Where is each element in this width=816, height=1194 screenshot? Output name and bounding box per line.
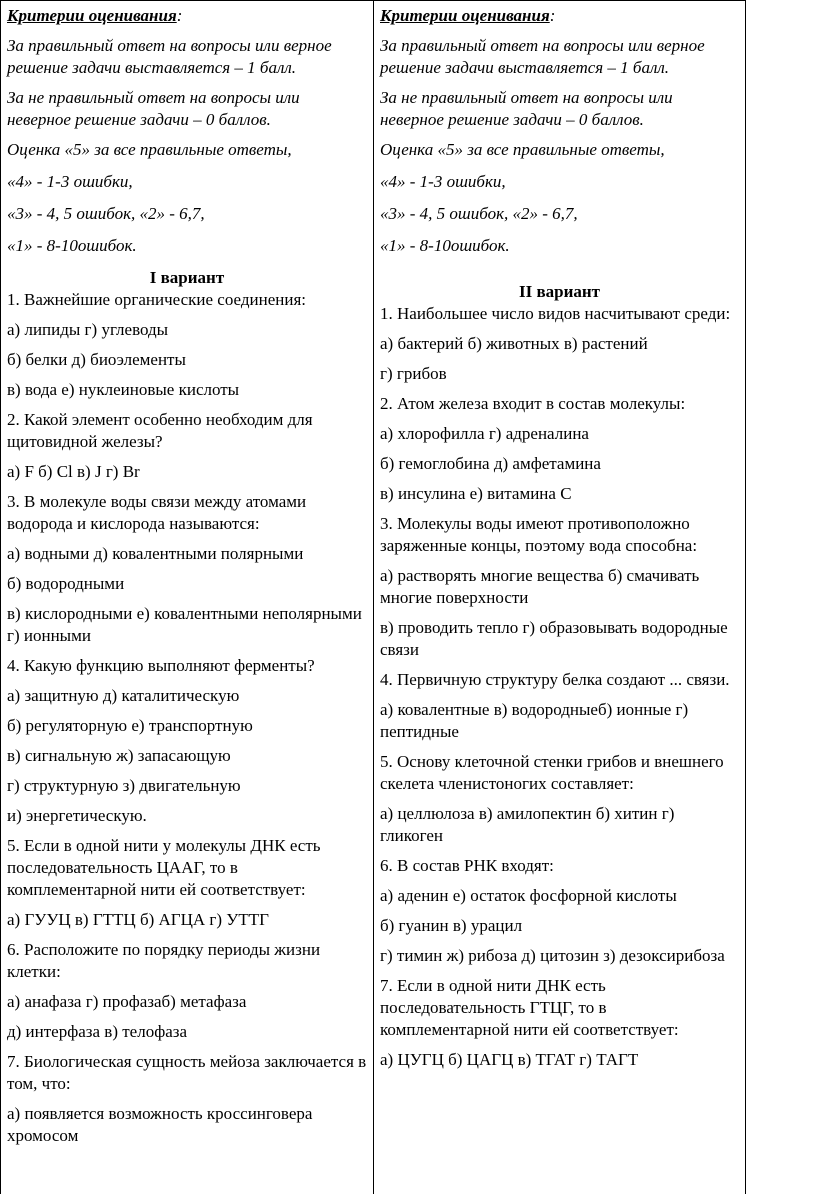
answer-line: д) интерфаза в) телофаза — [7, 1022, 188, 1041]
answer-line: а) ЦУГЦ б) ЦАГЦ в) ТГАТ г) ТАГТ — [380, 1050, 639, 1069]
criteria-line: Оценка «5» за все правильные ответы, — [380, 140, 665, 159]
question-line: 1. Наибольшее число видов насчитывают среди: — [380, 304, 731, 323]
question-line: 3. Молекулы воды имеют противоположно заряженные концы, поэтому вода способна: — [380, 514, 698, 555]
criteria-heading-colon: : — [176, 6, 183, 25]
answer-line: б) гемоглобина д) амфетамина — [380, 454, 601, 473]
answer-line: г) структурную з) двигательную — [7, 776, 241, 795]
answer-line: а) анафаза г) профазаб) метафаза — [7, 992, 247, 1011]
criteria-line: За правильный ответ на вопросы или верное решение задачи выставляется – 1 балл. — [7, 36, 332, 77]
answer-line: в) сигнальную ж) запасающую — [7, 746, 231, 765]
answer-line: а) бактерий б) животных в) растений — [380, 334, 648, 353]
criteria-block-right — [380, 5, 739, 257]
column-variant-1 — [1, 1, 373, 1194]
answer-line: б) белки д) биоэлементы — [7, 350, 186, 369]
criteria-line: «3» - 4, 5 ошибок, «2» - 6,7, — [7, 204, 205, 223]
answer-line: г) грибов — [380, 364, 447, 383]
answer-line: в) инсулина е) витамина С — [380, 484, 572, 503]
question-list-right — [380, 303, 739, 1071]
question-line: 6. Расположите по порядку периоды жизни клетки: — [7, 940, 321, 981]
variant-title: II вариант — [518, 282, 601, 301]
answer-line: в) вода е) нуклеиновые кислоты — [7, 380, 240, 399]
question-list-left — [7, 289, 367, 1147]
criteria-line: «1» - 8-10ошибок. — [380, 236, 510, 255]
answer-line: а) целлюлоза в) амилопектин б) хитин г) гликоген — [380, 804, 675, 845]
criteria-line: «4» - 1-3 ошибки, — [7, 172, 133, 191]
question-line: 1. Важнейшие органические соединения: — [7, 290, 306, 309]
answer-line: а) F б) Cl в) J г) Br — [7, 462, 140, 481]
answer-line: б) водородными — [7, 574, 125, 593]
criteria-line: Оценка «5» за все правильные ответы, — [7, 140, 292, 159]
criteria-heading-colon: : — [549, 6, 556, 25]
question-line: 2. Какой элемент особенно необходим для щитовидной железы? — [7, 410, 313, 451]
answer-line: а) появляется возможность кроссинговера хромосом — [7, 1104, 313, 1145]
question-line: 6. В состав РНК входят: — [380, 856, 554, 875]
question-line: 5. Если в одной нити у молекулы ДНК есть последовательность ЦААГ, то в комплементарной нити ей соответствует: — [7, 836, 321, 899]
answer-line: а) растворять многие вещества б) смачивать многие поверхности — [380, 566, 700, 607]
answer-line: а) водными д) ковалентными полярными — [7, 544, 304, 563]
criteria-heading: Критерии оценивания — [380, 6, 550, 25]
question-line: 4. Какую функцию выполняют ферменты? — [7, 656, 315, 675]
criteria-heading: Критерии оценивания — [7, 6, 177, 25]
answer-line: а) защитную д) каталитическую — [7, 686, 240, 705]
answer-line: а) липиды г) углеводы — [7, 320, 169, 339]
criteria-line: «3» - 4, 5 ошибок, «2» - 6,7, — [380, 204, 578, 223]
question-line: 7. Биологическая сущность мейоза заключается в том, что: — [7, 1052, 367, 1093]
answer-line: г) тимин ж) рибоза д) цитозин з) дезоксирибоза — [380, 946, 725, 965]
question-line: 4. Первичную структуру белка создают ... связи. — [380, 670, 730, 689]
answer-line: а) аденин е) остаток фосфорной кислоты — [380, 886, 677, 905]
answer-line: а) хлорофилла г) адреналина — [380, 424, 589, 443]
question-line: 2. Атом железа входит в состав молекулы: — [380, 394, 686, 413]
criteria-line: За не правильный ответ на вопросы или неверное решение задачи – 0 баллов. — [7, 88, 300, 129]
answer-line: а) ковалентные в) водородныеб) ионные г) пептидные — [380, 700, 689, 741]
criteria-line: За не правильный ответ на вопросы или неверное решение задачи – 0 баллов. — [380, 88, 673, 129]
criteria-block-left — [7, 5, 367, 257]
criteria-line: «1» - 8-10ошибок. — [7, 236, 137, 255]
variant-title: I вариант — [149, 268, 225, 287]
answer-line: в) кислородными е) ковалентными неполярными г) ионными — [7, 604, 362, 645]
question-line: 7. Если в одной нити ДНК есть последовательность ГТЦГ, то в комплементарной нити ей соответствует: — [380, 976, 679, 1039]
criteria-line: «4» - 1-3 ошибки, — [380, 172, 506, 191]
answer-line: б) гуанин в) урацил — [380, 916, 523, 935]
answer-line: и) энергетическую. — [7, 806, 147, 825]
criteria-line: За правильный ответ на вопросы или верное решение задачи выставляется – 1 балл. — [380, 36, 705, 77]
column-variant-2 — [373, 1, 745, 1194]
answer-line: в) проводить тепло г) образовывать водородные связи — [380, 618, 728, 659]
answer-line: б) регуляторную е) транспортную — [7, 716, 253, 735]
question-line: 3. В молекуле воды связи между атомами водорода и кислорода называются: — [7, 492, 307, 533]
answer-line: а) ГУУЦ в) ГТТЦ б) АГЦА г) УТТГ — [7, 910, 269, 929]
question-line: 5. Основу клеточной стенки грибов и внешнего скелета членистоногих составляет: — [380, 752, 724, 793]
